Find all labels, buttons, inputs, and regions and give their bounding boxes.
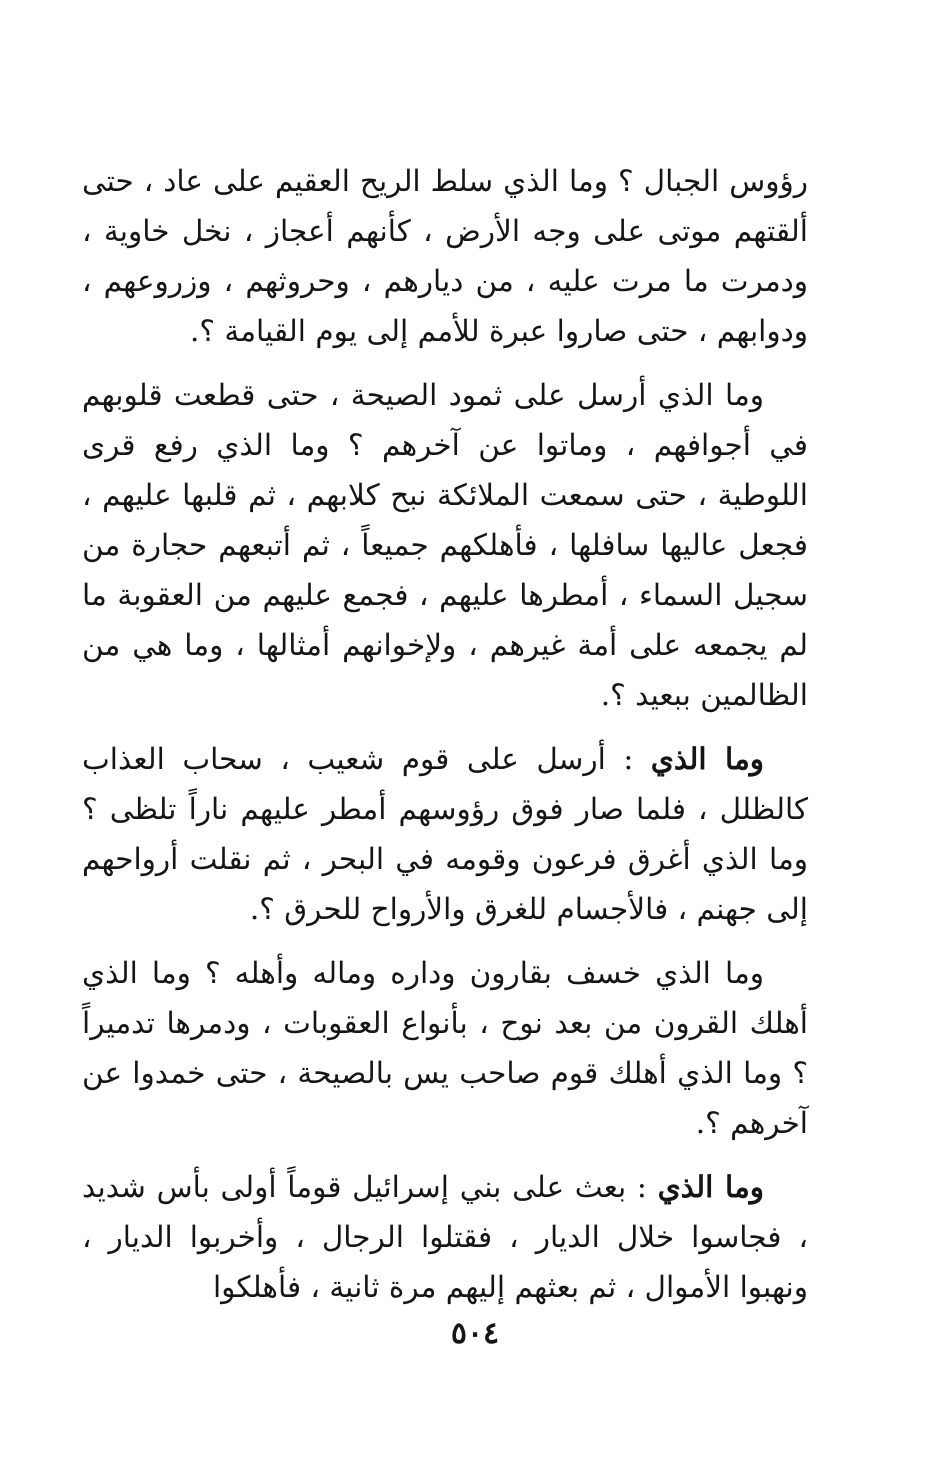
- body-text: [82, 156, 808, 1326]
- paragraph-2: [82, 370, 808, 720]
- paragraph-text: وما الذي خسف بقارون وداره وماله وأهله ؟ وما الذي أهلك القرون من بعد نوح ، بأنواع العقوبات ، ودمرها تدميراً ؟ وما الذي أهلك قوم صاحب يس بالصيحة ، حتى خمدوا عن آخرهم ؟.: [82, 956, 808, 1140]
- paragraph-lead: وما الذي: [657, 1169, 764, 1204]
- paragraph-text: : بعث على بني إسرائيل قوماً أولى بأس شديد ، فجاسوا خلال الديار ، فقتلوا الرجال ، وأخربوا الديار ، ونهبوا الأموال ، ثم بعثهم إليهم مرة ثانية ، فأهلكوا: [82, 1170, 808, 1304]
- paragraph-5: [82, 1162, 808, 1312]
- paragraph-text: رؤوس الجبال ؟ وما الذي سلط الريح العقيم على عاد ، حتى ألقتهم موتى على وجه الأرض ، كأنهم أعجاز ، نخل خاوية ، ودمرت ما مرت عليه ، من ديارهم ، وحروثهم ، وزروعهم ، ودوابهم ، حتى صاروا عبرة للأمم إلى يوم القيامة ؟.: [82, 164, 808, 348]
- paragraph-text: وما الذي أرسل على ثمود الصيحة ، حتى قطعت قلوبهم في أجوافهم ، وماتوا عن آخرهم ؟ وما الذي رفع قرى اللوطية ، حتى سمعت الملائكة نبح كلابهم ، ثم قلبها عليهم ، فجعل عاليها سافلها ، فأهلكهم جميعاً ، ثم أتبعهم حجارة من سجيل السماء ، أمطرها عليهم ، فجمع عليهم من العقوبة ما لم يجمعه على أمة غيرهم ، ولإخوانهم أمثالها ، وما هي من الظالمين ببعيد ؟.: [82, 378, 808, 712]
- paragraph-4: [82, 948, 808, 1148]
- paragraph-lead: وما الذي: [650, 741, 764, 776]
- page-number: ٥٠٤: [450, 1316, 500, 1351]
- paragraph-1: [82, 156, 808, 356]
- paragraph-3: [82, 734, 808, 934]
- paragraph-text: : أرسل على قوم شعيب ، سحاب العذاب كالظلل ، فلما صار فوق رؤوسهم أمطر عليهم ناراً تلظى ؟ وما الذي أغرق فرعون وقومه في البحر ، ثم نقلت أرواحهم إلى جهنم ، فالأجسام للغرق والأرواح للحرق ؟.: [82, 742, 808, 926]
